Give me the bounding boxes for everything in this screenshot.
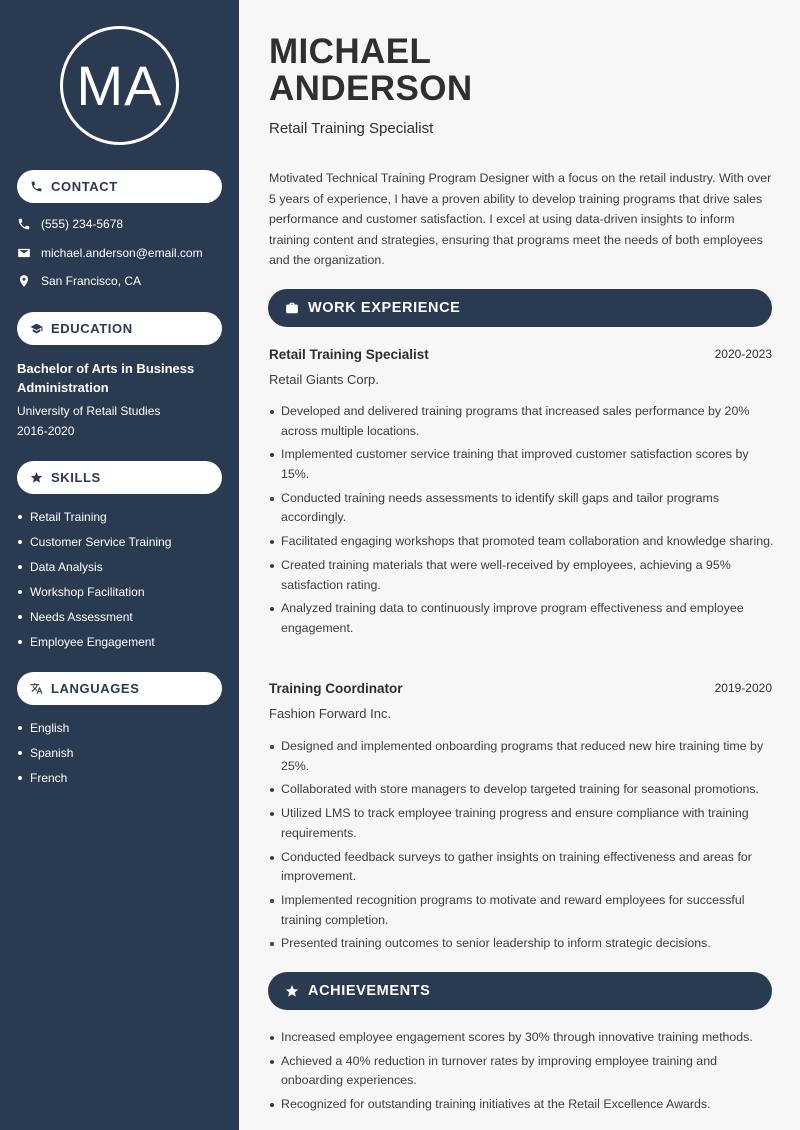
name-first: MICHAEL [269, 32, 432, 71]
bullet-item: Implemented customer service training that improved customer satisfaction scores by 15%. [269, 445, 774, 484]
job-dates: 2019-2020 [714, 681, 772, 695]
contact-heading [17, 170, 222, 203]
bullet-item: Analyzed training data to continuously improve program effectiveness and employee engagement. [269, 599, 774, 638]
avatar-initials: MA [60, 26, 179, 145]
language-item: English [17, 720, 73, 745]
bullet-item: Conducted training needs assessments to identify skill gaps and tailor programs accordingly. [269, 489, 774, 528]
language-item: Spanish [17, 745, 73, 770]
achievements-heading [268, 972, 772, 1010]
education-school: University of Retail Studies [17, 404, 161, 418]
bullet-item: Presented training outcomes to senior leadership to inform strategic decisions. [269, 934, 774, 954]
full-name [269, 33, 473, 107]
job-title: Retail Training Specialist [269, 347, 429, 362]
language-item: French [17, 770, 73, 795]
job-company: Retail Giants Corp. [269, 372, 379, 387]
achievement-item: Achieved a 40% reduction in turnover rates by improving employee training and onboarding experiences. [269, 1052, 774, 1091]
education-years: 2016-2020 [17, 424, 75, 438]
phone-text: (555) 234-5678 [41, 217, 124, 231]
graduation-cap-icon [30, 322, 43, 335]
contact-heading-label: CONTACT [51, 179, 118, 194]
achievement-item: Increased employee engagement scores by 30% through innovative training methods. [269, 1028, 774, 1048]
education-heading-label: EDUCATION [51, 321, 133, 336]
contact-email [17, 246, 203, 260]
skill-item: Needs Assessment [17, 609, 171, 634]
skill-item: Data Analysis [17, 559, 171, 584]
map-pin-icon [17, 274, 31, 288]
work-experience-heading [268, 289, 772, 327]
bullet-item: Facilitated engaging workshops that promoted team collaboration and knowledge sharing. [269, 532, 774, 552]
work-experience-heading-label: WORK EXPERIENCE [308, 300, 461, 316]
star-icon [30, 471, 43, 484]
bullet-item: Developed and delivered training programs that increased sales performance by 20% across multiple locations. [269, 402, 774, 441]
briefcase-icon [285, 301, 299, 315]
job-bullets [269, 737, 774, 958]
languages-heading-label: LANGUAGES [51, 681, 140, 696]
name-last: ANDERSON [269, 69, 473, 108]
skill-item: Workshop Facilitation [17, 584, 171, 609]
skill-item: Customer Service Training [17, 534, 171, 559]
bullet-item: Conducted feedback surveys to gather insights on training effectiveness and areas for improvement. [269, 848, 774, 887]
bullet-item: Created training materials that were well-received by employees, achieving a 95% satisfaction rating. [269, 556, 774, 595]
achievements-list [269, 1028, 774, 1119]
achievements-heading-label: ACHIEVEMENTS [308, 983, 431, 999]
job-role: Retail Training Specialist [269, 120, 434, 137]
star-icon [285, 984, 299, 998]
skill-item: Retail Training [17, 509, 171, 534]
job-dates: 2020-2023 [714, 347, 772, 361]
skills-heading-label: SKILLS [51, 470, 101, 485]
email-text: michael.anderson@email.com [41, 246, 203, 260]
skill-item: Employee Engagement [17, 634, 171, 659]
education-heading [17, 312, 222, 345]
phone-icon [17, 217, 31, 231]
languages-list [17, 720, 73, 795]
job-company: Fashion Forward Inc. [269, 706, 392, 721]
job-title: Training Coordinator [269, 681, 403, 696]
achievement-item: Recognized for outstanding training initiatives at the Retail Excellence Awards. [269, 1095, 774, 1115]
contact-phone [17, 217, 123, 231]
translate-icon [30, 682, 43, 695]
education-degree: Bachelor of Arts in Business Administration [17, 361, 195, 395]
contact-location [17, 274, 141, 288]
summary-paragraph: Motivated Technical Training Program Designer with a focus on the retail industry. With over 5 years of experience, I have a proven ability to develop training programs that drive sales performance and customer satisfaction. I excel at using data-driven insights to inform training content and strategies, ensuring that programs meet the needs of both employees and the organization. [269, 171, 772, 268]
location-text: San Francisco, CA [41, 274, 142, 288]
languages-heading [17, 672, 222, 705]
skills-list [17, 509, 171, 659]
bullet-item: Utilized LMS to track employee training progress and ensure compliance with training requirements. [269, 804, 774, 843]
bullet-item: Implemented recognition programs to motivate and reward employees for successful training completion. [269, 891, 774, 930]
job-bullets [269, 402, 774, 643]
skills-heading [17, 461, 222, 494]
bullet-item: Designed and implemented onboarding programs that reduced new hire training time by 25%. [269, 737, 774, 776]
sidebar [0, 0, 239, 1130]
phone-icon [30, 180, 43, 193]
bullet-item: Collaborated with store managers to develop targeted training for seasonal promotions. [269, 780, 774, 800]
envelope-icon [17, 246, 31, 260]
